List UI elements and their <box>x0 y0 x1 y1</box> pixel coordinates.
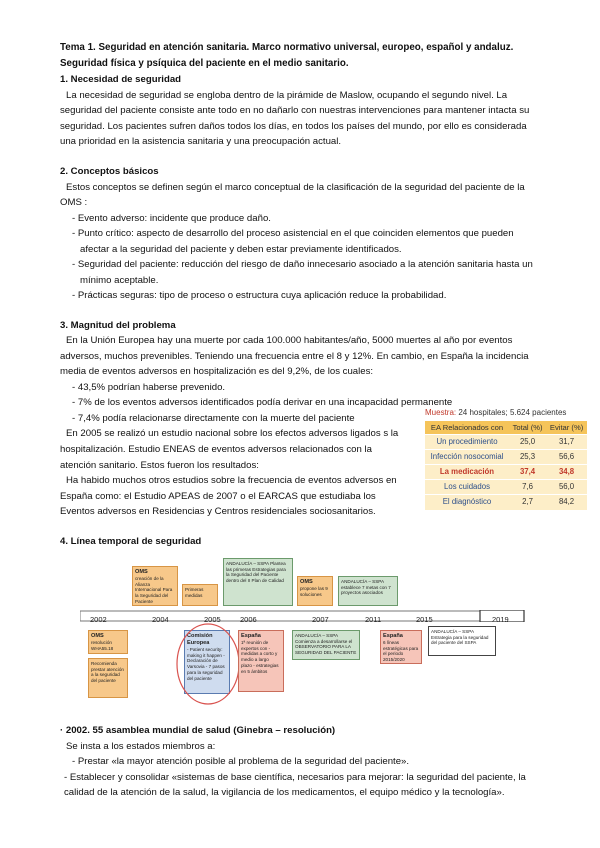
table-row <box>425 480 587 495</box>
table-cell: 34,8 <box>546 465 587 480</box>
table-cell: 37,4 <box>509 465 546 480</box>
table-header: Total (%) <box>509 421 546 435</box>
eneas-results-table <box>425 407 587 510</box>
box-primeras-medidas: Primeras medidas <box>182 584 218 606</box>
box-andalucia-estrategias: ANDALUCÍA – SSPA Plantea las primeras Estrategias para la Seguridad del Paciente dentro del II Plan de Calidad <box>223 558 293 606</box>
list-item: - Establecer y consolidar «sistemas de base científica, necesarios para mejorar: la seguridad del paciente, la calidad de la atención de la salud, la vigilancia de los medicamentos, el equipo médico y la tecnología». <box>64 771 526 799</box>
section-2-heading: 2. Conceptos básicos <box>60 165 159 177</box>
box-oms-soluciones: OMS propone las 9 soluciones <box>297 576 333 606</box>
section-2002-intro: Se insta a los estados miembros a: <box>66 740 216 752</box>
box-andalucia-observatorio: ANDALUCÍA – SSPA Comienza a desarrollarse el OBSERVATORIO PARA LA SEGURIDAD DEL PACIENTE <box>292 630 360 660</box>
box-oms-resolucion: OMS resolución WHA55.18 <box>88 630 128 654</box>
table-caption-label: Muestra: <box>425 408 457 417</box>
box-espana-lineas: España 6 líneas estratégicas para el periodo 2015/2020 <box>380 630 422 664</box>
table-cell: 31,7 <box>546 435 587 450</box>
section-2002 <box>60 723 545 801</box>
table-cell: 56,0 <box>546 480 587 495</box>
section-1 <box>60 72 542 150</box>
table-row-highlighted <box>425 465 587 480</box>
section-1-paragraph: La necesidad de seguridad se engloba dentro de la pirámide de Maslow, ocupando el segundo nivel. La seguridad del paciente consiste ante todo en no dañarlo con nuestras intervenciones para mantener intacta su seguridad. Los pacientes sufren daños todos los días, en todos los países del mundo, por ello es considerada una prioridad en la asistencia sanitaria y una preocupación actual. <box>60 89 530 148</box>
table-header: Evitar (%) <box>546 421 587 435</box>
list-item: - 7,4% podía relacionarse directamente con la muerte del paciente <box>72 412 355 424</box>
box-recomienda: Recomienda prestar atención a la seguridad del paciente <box>88 658 128 698</box>
table-caption-text: 24 hospitales; 5.624 pacientes <box>456 408 567 417</box>
box-espana-expertos: España 1ª reunión de expertos con - medidas a corto y medio a largo plazo - estrategias en 5 ámbitos <box>238 630 284 692</box>
table-row <box>425 435 587 450</box>
results-table <box>425 421 587 510</box>
section-3-paragraph-3: Ha habido muchos otros estudios sobre la frecuencia de eventos adversos en España como: el Estudio APEAS de 2007 o el EARCAS que estudiaba los Eventos adversos en Residencias y Centros residenciales sociosanitarios. <box>60 475 397 518</box>
section-4-heading: 4. Línea temporal de seguridad <box>60 535 202 547</box>
list-item: - Evento adverso: incidente que produce daño. <box>72 212 271 224</box>
table-cell: Un procedimiento <box>425 435 509 450</box>
list-item: - 43,5% podrían haberse prevenido. <box>72 381 226 393</box>
year-label: 2019 <box>492 615 509 624</box>
table-cell: La medicación <box>425 465 509 480</box>
table-cell: El diagnóstico <box>425 495 509 510</box>
table-cell: 84,2 <box>546 495 587 510</box>
table-cell: 25,3 <box>509 450 546 465</box>
box-andalucia-metas: ANDALUCÍA – SSPA establece 7 metas con 7 proyectos asociados <box>338 576 398 606</box>
section-2-intro: Estos conceptos se definen según el marco conceptual de la clasificación de la seguridad del paciente de la OMS : <box>60 181 525 209</box>
list-item: - 7% de los eventos adversos identificados podía derivar en una incapacidad permanente <box>72 397 453 409</box>
table-row <box>425 495 587 510</box>
list-item: - Prestar «la mayor atención posible al problema de la seguridad del paciente». <box>72 756 410 768</box>
document-title <box>60 40 542 72</box>
section-2 <box>60 164 542 304</box>
title-line-1: Tema 1. Seguridad en atención sanitaria. Marco normativo universal, europeo, español y andaluz. <box>60 42 514 53</box>
table-cell: 56,6 <box>546 450 587 465</box>
table-cell: 2,7 <box>509 495 546 510</box>
section-3-paragraph-1: En la Unión Europea hay una muerte por cada 100.000 habitantes/año, 5000 muertes al año por eventos adversos, muchos prevenibles. Teniendo una frecuencia entre el 8 y 12%. En cambio, en España la incidencia media de eventos adversos en hospitalización es del 9,2%, de los cuales: <box>60 335 529 378</box>
timeline-bar <box>80 610 528 622</box>
table-cell: 7,6 <box>509 480 546 495</box>
list-item: - Punto crítico: aspecto de desarrollo del proceso asistencial en el que coinciden elementos que pueden afectar a la seguridad del paciente y deben estar previamente identificados. <box>72 228 514 255</box>
list-item: - Seguridad del paciente: reducción del riesgo de daño innecesario asociado a la atención sanitaria hasta un mínimo aceptable. <box>72 259 533 286</box>
year-label: 2005 <box>204 615 221 624</box>
table-cell: Los cuidados <box>425 480 509 495</box>
year-label: 2006 <box>240 615 257 624</box>
highlight-circle <box>175 622 241 706</box>
box-andalucia-estrategia-sspa: ANDALUCÍA – SSPA Estrategia para la seguridad del paciente del SSPA <box>428 626 496 656</box>
section-3-paragraph-2: En 2005 se realizó un estudio nacional sobre los efectos adversos ligados s la hospitalización. Estudio ENEAS de eventos adversos relacionados con la atención sanitario. Estos fueron los resultados: <box>60 428 399 471</box>
table-header-row <box>425 421 587 435</box>
year-label: 2004 <box>152 615 169 624</box>
section-3-heading: 3. Magnitud del problema <box>60 319 176 331</box>
year-label: 2002 <box>90 615 107 624</box>
box-oms-alliance: OMS creación de la Alianza Internacional Para la Seguridad del Paciente <box>132 566 178 606</box>
section-2002-heading: · 2002. 55 asamblea mundial de salud (Ginebra – resolución) <box>60 725 336 736</box>
table-cell: Infección nosocomial <box>425 450 509 465</box>
year-label: 2011 <box>365 615 382 624</box>
box-comision-europea: Comisión Europea - Patient security: making it happen - Declaración de Varsovia - 7 pasos para la seguridad del paciente <box>184 630 230 694</box>
table-row <box>425 450 587 465</box>
list-item: - Prácticas seguras: tipo de proceso o estructura cuya aplicación reduce la probabilidad. <box>72 290 447 302</box>
table-caption <box>425 407 587 419</box>
section-1-heading: 1. Necesidad de seguridad <box>60 74 182 86</box>
safety-timeline <box>80 558 530 713</box>
year-label: 2015 <box>416 615 433 624</box>
title-line-2: Seguridad física y psíquica del paciente en el medio sanitario. <box>60 58 349 70</box>
table-header: EA Relacionados con <box>425 421 509 435</box>
year-label: 2007 <box>312 615 329 624</box>
table-cell: 25,0 <box>509 435 546 450</box>
